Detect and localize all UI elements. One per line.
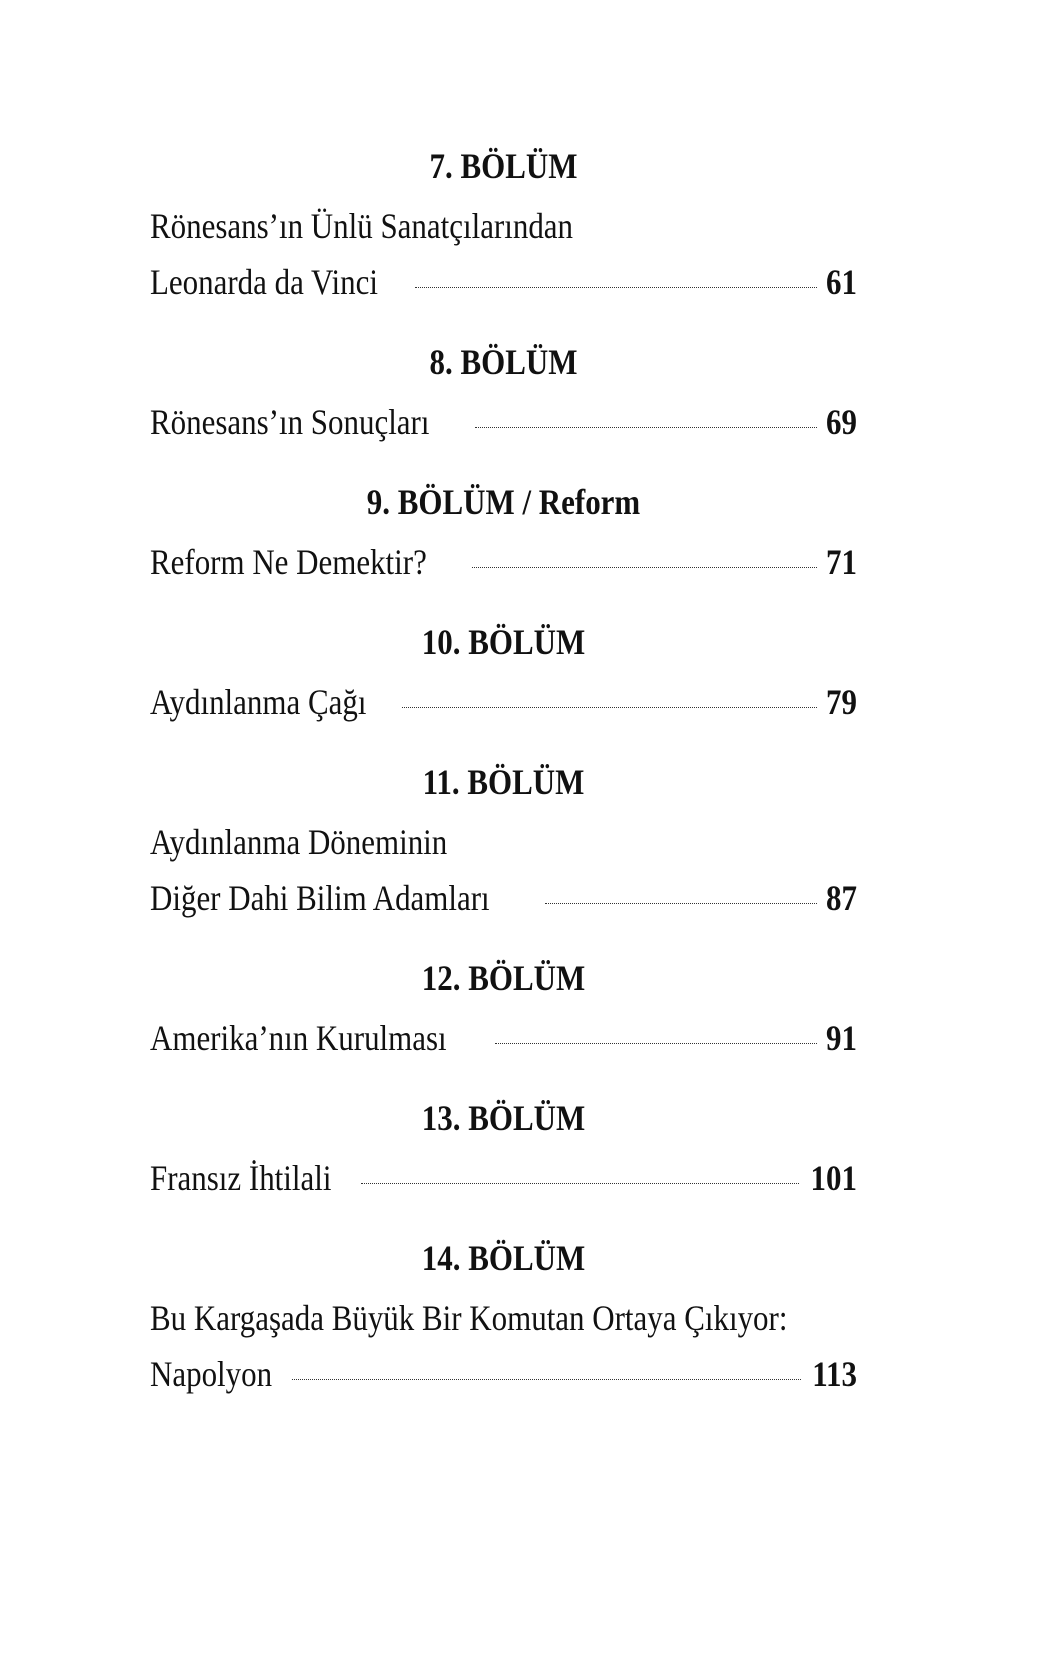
toc-section bbox=[150, 614, 857, 730]
toc-section bbox=[150, 334, 857, 450]
chapter-heading: 10. BÖLÜM bbox=[421, 622, 586, 662]
dot-leader bbox=[415, 287, 817, 288]
chapter-heading: 14. BÖLÜM bbox=[421, 1238, 586, 1278]
chapter-heading: 7. BÖLÜM bbox=[429, 146, 578, 186]
page-number: 91 bbox=[826, 1018, 857, 1058]
toc-section bbox=[150, 138, 857, 310]
entry-title: Diğer Dahi Bilim Adamları bbox=[150, 878, 490, 918]
dot-leader bbox=[495, 1043, 817, 1044]
entry-title: Reform Ne Demektir? bbox=[150, 542, 427, 582]
chapter-heading: 12. BÖLÜM bbox=[421, 958, 586, 998]
page-number: 101 bbox=[810, 1158, 857, 1198]
chapter-heading: 13. BÖLÜM bbox=[421, 1098, 586, 1138]
page-number: 113 bbox=[812, 1354, 857, 1394]
table-of-contents bbox=[150, 138, 857, 1426]
page-number: 69 bbox=[826, 402, 857, 442]
toc-entry[interactable] bbox=[150, 870, 857, 926]
dot-leader bbox=[475, 427, 817, 428]
entry-title-line bbox=[150, 1290, 857, 1346]
page-number: 79 bbox=[826, 682, 857, 722]
entry-title: Leonarda da Vinci bbox=[150, 262, 378, 302]
dot-leader bbox=[402, 707, 817, 708]
toc-section bbox=[150, 950, 857, 1066]
toc-entry[interactable] bbox=[150, 534, 857, 590]
entry-title: Aydınlanma Döneminin bbox=[150, 822, 448, 862]
entry-title-line bbox=[150, 198, 857, 254]
entry-title-line bbox=[150, 814, 857, 870]
toc-entry[interactable] bbox=[150, 394, 857, 450]
page-number: 71 bbox=[826, 542, 857, 582]
toc-entry[interactable] bbox=[150, 1010, 857, 1066]
toc-section bbox=[150, 1090, 857, 1206]
dot-leader bbox=[472, 567, 817, 568]
entry-title: Napolyon bbox=[150, 1354, 273, 1394]
toc-entry[interactable] bbox=[150, 1346, 857, 1402]
entry-title: Bu Kargaşada Büyük Bir Komutan Ortaya Çıkıyor: bbox=[150, 1298, 788, 1338]
page-number: 61 bbox=[826, 262, 857, 302]
entry-title: Aydınlanma Çağı bbox=[150, 682, 367, 722]
entry-title: Amerika’nın Kurulması bbox=[150, 1018, 447, 1058]
toc-entry[interactable] bbox=[150, 1150, 857, 1206]
page-number: 87 bbox=[826, 878, 857, 918]
dot-leader bbox=[361, 1183, 799, 1184]
toc-entry[interactable] bbox=[150, 254, 857, 310]
toc-entry[interactable] bbox=[150, 674, 857, 730]
chapter-heading: 9. BÖLÜM / Reform bbox=[366, 482, 641, 522]
dot-leader bbox=[545, 903, 817, 904]
toc-section bbox=[150, 474, 857, 590]
entry-title: Fransız İhtilali bbox=[150, 1158, 332, 1198]
entry-title: Rönesans’ın Ünlü Sanatçılarından bbox=[150, 206, 574, 246]
entry-title: Rönesans’ın Sonuçları bbox=[150, 402, 430, 442]
chapter-heading: 11. BÖLÜM bbox=[422, 762, 585, 802]
dot-leader bbox=[292, 1379, 801, 1380]
toc-section bbox=[150, 1230, 857, 1402]
toc-section bbox=[150, 754, 857, 926]
chapter-heading: 8. BÖLÜM bbox=[429, 342, 578, 382]
